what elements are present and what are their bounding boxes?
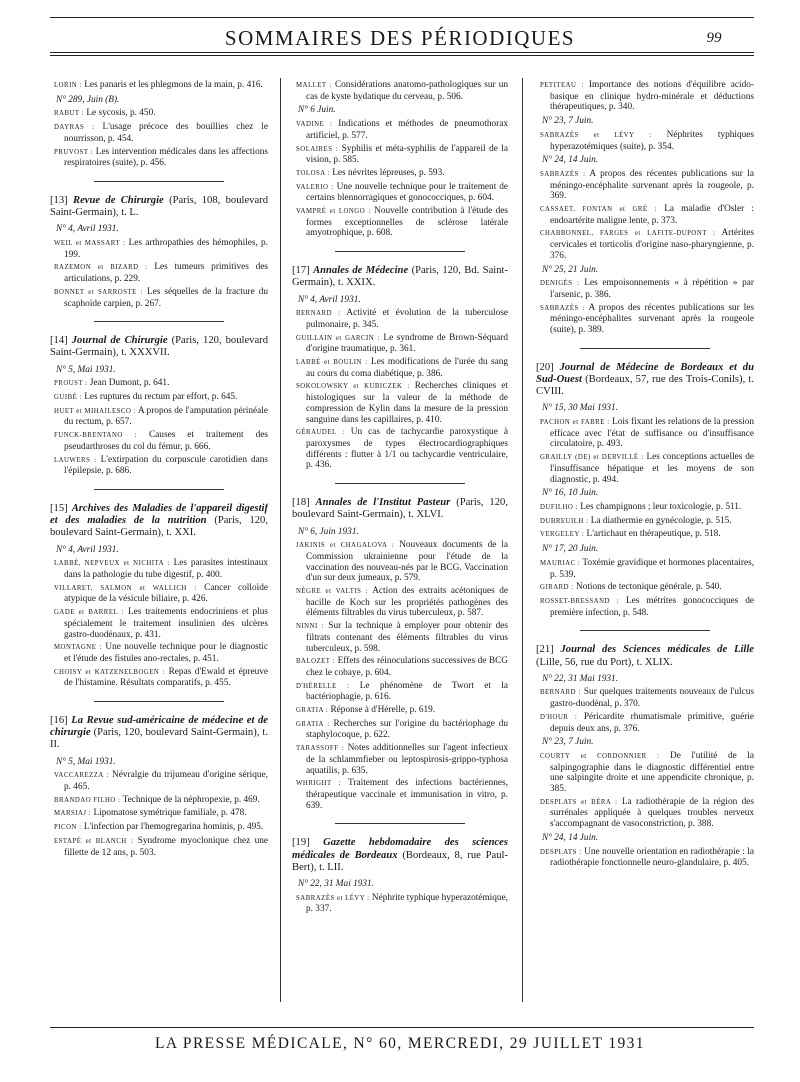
entry-author: LABBÉ et BOULIN : [296, 359, 368, 367]
issue-heading: N° 5, Mai 1931. [56, 364, 116, 375]
entry [50, 770, 268, 792]
entry [292, 621, 508, 654]
section-separator [94, 701, 225, 702]
entry-text: Action des extraits acétoniques de bacille de Koch sur les propriétés pathogènes des éléments filtrables du virus tuberculeux, p. 587. [306, 586, 508, 619]
entry-text: L'extirpation du corpuscule carotidien dans l'épilepsie, p. 686. [64, 454, 268, 477]
issue-heading: N° 6, Juin 1931. [298, 526, 359, 537]
entry-text: Sur quelques traitements nouveaux de l'ulcus gastro-duodénal, p. 370. [550, 687, 754, 710]
entry-author: PROUST : [54, 380, 88, 388]
entry-author: CHABBONNEL, FARGES et LAFITE-DUPONT : [540, 230, 716, 238]
entry [50, 836, 268, 858]
journal-title: Archives des Maladies de l'appareil digestif et des maladies de la nutrition [50, 502, 268, 527]
section-separator [335, 251, 465, 252]
entry-text: La diathermie en gynécologie, p. 515. [590, 515, 732, 526]
entry-author: DESPLATS : [540, 848, 582, 856]
journal-title: Gazette hebdomadaire des sciences médicales de Bordeaux [292, 837, 508, 861]
section-separator [335, 483, 465, 484]
entry-text: Les séquelles de la fracture du scaphoïde carpien, p. 267. [64, 286, 268, 309]
entry [536, 582, 754, 594]
entry-text: Les ruptures du rectum par effort, p. 645. [84, 392, 238, 403]
entry-author: MONTAGNE : [54, 644, 103, 652]
entry-text: Causes et traitement des pseudarthroses du col du fémur, p. 666. [64, 430, 268, 452]
entry-text: Réponse à d'Hérelle, p. 619. [330, 705, 436, 716]
entry-text: Les traitements endocriniens et plus spécialement le traitement insulinien des ulcères gastro-duodénaux, p. 431. [64, 607, 268, 640]
entry [50, 642, 268, 664]
entry-author: BERNARD : [296, 310, 341, 318]
entry [50, 558, 268, 580]
issue-heading: N° 4, Avril 1931. [56, 544, 119, 555]
entry-author: SOKOLOWSKY et KUBICZEK : [296, 383, 410, 391]
journal-details: (Paris, 120, Bd. Saint-Germain), t. XXIX. [292, 265, 508, 289]
entry [292, 308, 508, 330]
entry [292, 586, 508, 619]
journal-number: [18] [292, 497, 310, 509]
entry-text: Traitement des infections bactériennes, thérapeutique vaccinale et immunisation in vitro, p. 639. [306, 778, 508, 811]
entry-text: La maladie d'Osler : endoartérite maligne lente, p. 373. [550, 204, 754, 226]
entry-text: Les métrites gonococciques de première infection, p. 548. [550, 595, 754, 618]
entry-author: SABRAZÈS et LÉVY : [540, 131, 652, 139]
entry [292, 705, 508, 717]
entry [292, 778, 508, 811]
entry-text: Recherches cliniques et histologiques sur la valeur de la méthode de compression de Kylin dans la mesure de la pression sanguine dans les capillaires, p. 410. [306, 381, 508, 425]
entry-text: Syphilis et méta-syphilis de l'appareil de la vision, p. 585. [306, 143, 508, 166]
entry-author: GUIBÉ : [54, 394, 82, 402]
entry [292, 119, 508, 141]
entry-author: SABRAZÈS et LÉVY : [296, 894, 370, 902]
entry [536, 558, 754, 580]
entry-author: FUNCK-BRENTANO : [54, 432, 137, 440]
entry-text: Cancer colloïde atypique de la vésicule biliaire, p. 426. [64, 582, 268, 605]
entry [50, 808, 268, 820]
entry-author: TOLOSA : [296, 169, 330, 177]
journal-heading [292, 265, 508, 289]
entry-author: PETITEAU : [540, 82, 584, 89]
entry-text: Les parasites intestinaux dans la pathologie du tube digestif, p. 400. [64, 558, 268, 580]
header-rule-top [50, 17, 754, 18]
entry-author: GUILLAIN et GARCIN : [296, 334, 380, 342]
entry [536, 847, 754, 869]
column-right [536, 80, 754, 1005]
entry-text: Toxémie gravidique et hormones placentaires, p. 539. [550, 557, 754, 580]
entry-text: Notions de tectonique générale, p. 540. [575, 582, 722, 593]
entry [50, 122, 268, 144]
entry-author: D'HOUR : [540, 713, 578, 721]
entry-text: De l'utilité de la salpingographie dans le diagnostic différentiel entre une salpingite droite et une appendicite chronique, p. 385. [550, 750, 754, 795]
entry-author: MARSIAJ : [54, 810, 92, 818]
entry [292, 168, 508, 180]
issue-heading: N° 5, Mai 1931. [56, 756, 116, 767]
entry-text: Les champignons ; leur toxicologie, p. 511. [580, 502, 742, 512]
issue-heading: N° 23, 7 Juin. [542, 116, 594, 127]
entry [536, 169, 754, 202]
entry-author: GÉRAUDEL : [296, 429, 345, 437]
entry [536, 751, 754, 795]
entry-author: CHOISY et KATZENELBOGEN : [54, 668, 166, 676]
entry [536, 516, 754, 528]
entry-author: BERNARD : [540, 689, 582, 697]
entry-text: Nouveaux documents de la Commission ukrainienne pour l'étude de la vaccination des nouveau-nés par le BCG. Vaccination d'un sur deux jumeaux, p. 579. [306, 540, 508, 584]
entry-author: VILLARET, SALMON et WALLICH : [54, 584, 197, 592]
journal-details: (Paris, 120, boulevard Saint-Germain), t. XXXVII. [50, 335, 268, 359]
entry-text: Une nouvelle technique pour le diagnostic et l'étude des fistules ano-rectales, p. 451. [64, 642, 268, 664]
journal-title: Journal de Médecine de Bordeaux et du Sud-Ouest [536, 361, 754, 385]
issue-heading: N° 24, 14 Juin. [542, 832, 599, 843]
entry-text: La radiothérapie de la région des surrénales appliquée à quelques troubles nerveux s'accompagnant de vasoconstriction, p. 388. [550, 796, 754, 830]
section-separator [580, 630, 711, 631]
entry-text: Néphrites typhiques hyperazotémiques (suite), p. 354. [550, 129, 754, 152]
entry [292, 144, 508, 166]
entry [292, 681, 508, 703]
entry-author: WHRIGHT : [296, 780, 341, 788]
entry [536, 417, 754, 450]
page-title: SOMMAIRES DES PÉRIODIQUES [224, 26, 576, 50]
entry-author: PICON : [54, 824, 82, 832]
footer-rule [50, 1027, 754, 1028]
entry-author: DENIGÈS : [540, 280, 580, 288]
journal-number: [17] [292, 265, 310, 277]
journal-number: [19] [292, 837, 310, 849]
entry [50, 667, 268, 689]
entry-author: RAZEMON et BIZARD : [54, 264, 148, 272]
entry-author: CASSAET, FONTAN et GRÉ : [540, 206, 658, 214]
entry-text: Névralgie du trijumeau d'origine sérique, p. 465. [64, 770, 268, 793]
column-divider-right [522, 78, 523, 1002]
entry [536, 452, 754, 485]
entry [50, 583, 268, 605]
entry [536, 80, 754, 113]
entry-text: Activité et évolution de la tuberculose pulmonaire, p. 345. [306, 308, 508, 330]
entry-author: SOLAIRES : [296, 145, 339, 153]
entry-text: Le phénomène de Twort et la bactériophagie, p. 616. [306, 680, 508, 703]
entry-author: SABRAZÈS : [540, 170, 586, 178]
entry [536, 529, 754, 541]
entry-author: DAYRAS : [54, 124, 95, 132]
issue-heading: N° 15, 30 Mai 1931. [542, 403, 619, 414]
entry-author: WEIL et MASSART : [54, 240, 126, 248]
journal-details: (Lille, 56, rue du Port), t. XLIX. [536, 656, 673, 668]
entry-text: Jean Dumont, p. 641. [89, 378, 170, 389]
entry-text: Nouvelle contribution à l'étude des formes exceptionnelles de sclérose latérale amyotrophique, p. 608. [306, 206, 508, 239]
journal-heading [292, 837, 508, 874]
journal-heading [536, 644, 754, 668]
entry [50, 147, 268, 169]
entry-author: NINNI : [296, 623, 325, 631]
journal-details: (Bordeaux, 57, rue des Trois-Conils), t. CVIII. [536, 373, 754, 398]
entry [50, 262, 268, 284]
entry-author: MAURIAC : [540, 559, 581, 567]
entry [292, 333, 508, 355]
journal-details: (Paris, 120, boulevard Saint-Germain), t. XXI. [50, 515, 268, 539]
entry-author: JAKINIS et CHAGALOVA : [296, 542, 395, 550]
journal-number: [15] [50, 502, 68, 514]
column-middle [292, 80, 508, 1005]
journal-title: Journal de Chirurgie [71, 335, 168, 347]
entry-author: NÈGRE et VALTIS : [296, 588, 369, 596]
entry-author: ROSSET-BRESSAND : [540, 597, 620, 605]
entry-text: Les arthropathies des hémophiles, p. 199. [64, 238, 268, 260]
entry-author: VACCAREZZA : [54, 772, 109, 780]
entry-author: ESTAPÉ et BLANCH : [54, 837, 134, 845]
entry-author: GRATIA : [296, 707, 329, 715]
entry-text: L'artichaut en thérapeutique, p. 518. [586, 529, 721, 540]
entry-author: BONNET et SARROSTE : [54, 288, 144, 296]
entry [536, 596, 754, 618]
entry [292, 540, 508, 584]
entry-text: A propos de l'amputation périnéale du rectum, p. 657. [64, 405, 268, 428]
entry-text: Notes additionnelles sur l'agent infectieux de la schlammfieber ou leptospirosis-grippo-typhosa aquatilis, p. 635. [306, 743, 508, 776]
entry-author: LABBÉ, NEPVEUX et NICHITA : [54, 560, 170, 568]
entry [536, 278, 754, 300]
entry-author: DUBREUILH : [540, 517, 589, 525]
entry-text: Les intervention médicales dans les affections respiratoires (suite), p. 456. [64, 146, 268, 169]
section-separator [335, 823, 465, 824]
entry-author: TARASSOFF : [296, 745, 345, 753]
issue-heading: N° 25, 21 Juin. [542, 264, 599, 275]
entry [292, 80, 508, 102]
journal-number: [13] [50, 194, 68, 206]
issue-heading: N° 16, 10 Juin. [542, 488, 599, 499]
entry [292, 656, 508, 678]
column-left [50, 80, 268, 1005]
section-separator [94, 181, 225, 182]
entry-text: Syndrome myoclonique chez une fillette de 12 ans, p. 503. [64, 835, 268, 858]
entry-text: Péricardite rhumatismale primitive, guérie depuis deux ans, p. 376. [550, 711, 754, 734]
entry [536, 712, 754, 734]
entry [536, 687, 754, 709]
entry-text: Les modifications de l'urée du sang au cours du coma diabétique, p. 386. [306, 357, 508, 379]
entry-author: VADINE : [296, 121, 333, 129]
journal-title: Annales de l'Institut Pasteur [315, 497, 451, 509]
entry-text: Les panaris et les phlegmons de la main, p. 416. [84, 80, 263, 90]
entry [292, 719, 508, 741]
journal-heading [536, 362, 754, 399]
issue-heading: N° 22, 31 Mai 1931. [542, 673, 619, 684]
issue-heading: N° 289, Juin (B). [56, 94, 120, 105]
entry-author: GADE et BARREL : [54, 609, 125, 617]
entry-text: Indications et méthodes de pneumothorax artificiel, p. 577. [306, 119, 508, 141]
entry-text: Recherches sur l'origine du bactériophage du staphylocoque, p. 622. [306, 718, 508, 741]
entry-text: Un cas de tachycardie paroxystique à paroxysmes de types électrocardiographiques différents : flutter à 1/1 ou tachycardie ventriculaire, p. 436. [306, 427, 508, 471]
entry [536, 204, 754, 226]
entry [50, 822, 268, 834]
journal-title: Annales de Médecine [313, 265, 409, 277]
journal-details: (Paris, 108, boulevard Saint-Germain), t. L. [50, 194, 268, 219]
entry [536, 303, 754, 336]
entry-text: A propos des récentes publications sur la méningo-encéphalite survenant après la rougeole, p. 369. [550, 168, 754, 202]
journal-heading [292, 497, 508, 521]
entry [292, 182, 508, 204]
entry [50, 287, 268, 309]
journal-heading [50, 335, 268, 359]
entry [536, 228, 754, 261]
entry [50, 406, 268, 428]
entry-text: Les tumeurs primitives des articulations, p. 229. [64, 262, 268, 285]
entry-text: Importance des notions d'équilibre acido-basique en clinique hydro-minérale et déductions thérapeutiques, p. 340. [550, 80, 754, 113]
journal-number: [20] [536, 361, 554, 373]
entry [536, 502, 754, 514]
entry [50, 607, 268, 640]
journal-details: (Paris, 120, boulevard Saint-Germain), t. XLVI. [292, 497, 508, 521]
entry-text: Les empoisonnements « à répétition » par l'arsenic, p. 386. [550, 278, 754, 300]
journal-heading [50, 195, 268, 219]
entry [292, 743, 508, 776]
entry-text: Effets des réinoculations successives de BCG chez le cobaye, p. 604. [306, 656, 508, 678]
entry-text: Repas d'Ewald et épreuve de l'histamine. Résultats comparatifs, p. 455. [64, 666, 268, 689]
page-footer: LA PRESSE MÉDICALE, N° 60, MERCREDI, 29 JUILLET 1931 [155, 1035, 645, 1052]
entry-author: DUFILHO : [540, 504, 578, 511]
entry [50, 392, 268, 404]
entry-author: D'HÉRELLE : [296, 682, 350, 690]
journal-title: La Revue sud-américaine de médecine et de chirurgie [50, 715, 268, 739]
entry [292, 893, 508, 915]
entry-author: PACHON et FABRE : [540, 419, 610, 427]
entry-text: L'usage précoce des bouillies chez le nourrisson, p. 454. [64, 122, 268, 144]
section-separator [94, 489, 225, 490]
entry-author: GRAILLY (DE) et DERVILLÉ : [540, 454, 644, 462]
journal-number: [14] [50, 335, 68, 347]
issue-heading: N° 24, 14 Juin. [542, 155, 599, 166]
entry-text: Lois fixant les relations de la pression efficace avec l'état de suffisance ou d'insuffisance circulatoire, p. 493. [550, 417, 754, 450]
entry [50, 238, 268, 260]
entry-author: VALERIO : [296, 183, 334, 191]
issue-heading: N° 6 Juin. [298, 105, 336, 116]
entry-text: Une nouvelle technique pour le traitement de certains blennorragiques et gonococciques, p. 604. [306, 181, 508, 204]
entry-author: LAUWERS : [54, 456, 97, 464]
entry-text: Considérations anatomo-pathologiques sur un cas de kyste hydatique du cerveau, p. 506. [306, 80, 508, 102]
entry-text: Le syndrome de Brown-Séquard d'origine traumatique, p. 361. [306, 332, 508, 355]
journal-title: Journal des Sciences médicales de Lille [560, 644, 754, 656]
issue-heading: N° 4, Avril 1931. [298, 294, 361, 305]
entry-author: MALLET : [296, 82, 332, 89]
entry-author: HUET et MIHAILESCO : [54, 407, 137, 415]
entry-text: Les névrites lépreuses, p. 593. [332, 167, 445, 178]
entry-author: LORIN : [54, 82, 82, 89]
entry-author: BRANDAO FILHO : [54, 796, 121, 804]
entry-author: VAMPRÉ et LONGO : [296, 208, 371, 216]
journal-number: [16] [50, 715, 68, 727]
header-rule-bottom-thin [50, 55, 754, 56]
entry [292, 206, 508, 239]
page-number: 99 [706, 30, 722, 46]
section-separator [580, 348, 711, 349]
issue-heading: N° 17, 20 Juin. [542, 544, 599, 555]
journal-heading [50, 503, 268, 540]
entry [50, 80, 268, 92]
entry [50, 455, 268, 477]
entry-author: PRUVOST : [54, 148, 94, 156]
entry [50, 108, 268, 120]
journal-number: [21] [536, 644, 554, 656]
entry-author: GIRARD : [540, 584, 574, 592]
entry-author: SABRAZÈS : [540, 304, 586, 312]
entry-author: BALOZET : [296, 658, 336, 666]
entry [292, 381, 508, 425]
entry [536, 797, 754, 830]
journal-title: Revue de Chirurgie [73, 194, 164, 206]
column-divider-left [280, 78, 281, 1002]
issue-heading: N° 22, 31 Mai 1931. [298, 878, 375, 889]
entry [50, 795, 268, 807]
entry-text: Sur la technique à employer pour obtenir des filtrats contenant des éléments filtrables du virus tuberculeux, p. 598. [306, 621, 508, 654]
entry [50, 378, 268, 390]
entry-author: RABUT : [54, 110, 85, 118]
entry-text: Une nouvelle orientation en radiothérapie : la radiothérapie fonctionnelle neuro-glandulaire, p. 405. [550, 846, 754, 869]
section-separator [94, 321, 225, 322]
entry-author: VERGELEY : [540, 531, 585, 539]
entry-text: Néphrite typhique hyperazotémique, p. 337. [306, 892, 508, 915]
entry [50, 430, 268, 452]
entry-text: Les conceptions actuelles de l'insuffisance hépatique et les moyens de son diagnostic, p. 494. [550, 452, 754, 485]
entry-text: L'infection par l'hemogregarina hominis, p. 495. [83, 822, 264, 833]
entry-text: Le sycosis, p. 450. [86, 108, 156, 119]
issue-heading: N° 4, Avril 1931. [56, 224, 119, 235]
journal-details: (Bordeaux, 8, rue Paul-Bert), t. LII. [292, 849, 508, 873]
entry-author: COURTY et CORDONNIER : [540, 752, 660, 760]
entry-author: GRATIA : [296, 720, 330, 728]
entry [536, 130, 754, 152]
entry-text: A propos des récentes publications sur les méningo-encéphalites survenant après la rougeole (suite), p. 389. [550, 302, 754, 336]
entry [292, 357, 508, 379]
entry-text: Lipomatose symétrique familiale, p. 478. [93, 808, 247, 819]
entry-text: Artérites cervicales et torticolis d'origine naso-pharyngienne, p. 376. [550, 228, 754, 261]
header-rule-bottom [50, 52, 754, 53]
issue-heading: N° 23, 7 Juin. [542, 737, 594, 748]
journal-heading [50, 715, 268, 752]
journal-details: (Paris, 120, boulevard Saint-Germain), t. II. [50, 727, 268, 751]
entry [292, 427, 508, 471]
entry-text: Technique de la néphropexie, p. 469. [122, 794, 260, 805]
entry-author: DESPLATS et BÉRA : [540, 798, 618, 806]
